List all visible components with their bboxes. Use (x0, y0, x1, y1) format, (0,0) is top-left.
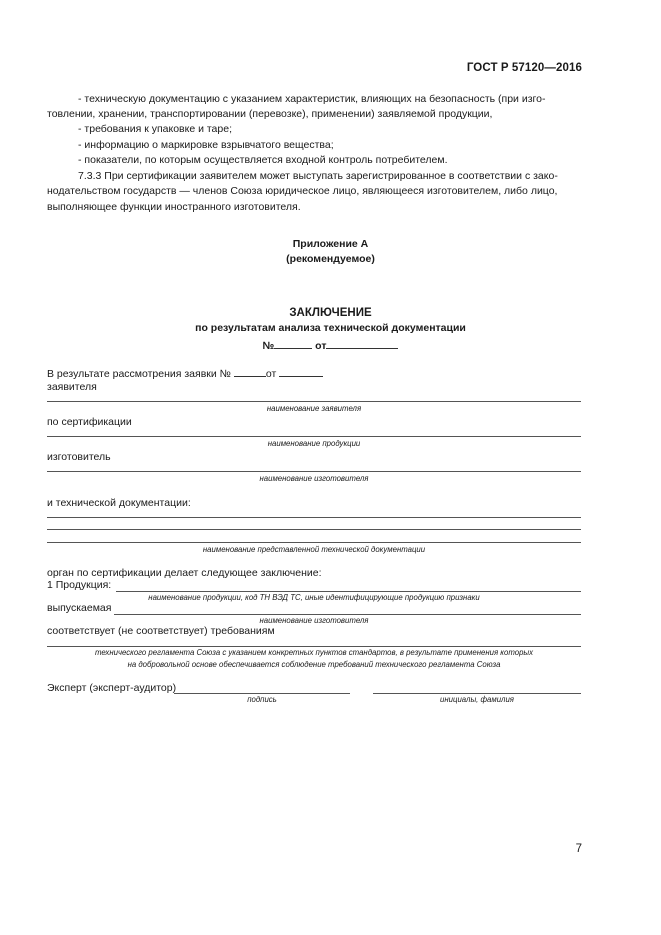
docs-caption: наименование представленной технической документации (202, 545, 426, 554)
regulation-line (47, 646, 581, 647)
intro-line-3: - требования к упаковке и таре; (78, 123, 232, 135)
initials-line (373, 693, 581, 694)
expert-label: Эксперт (эксперт-аудитор) (47, 682, 177, 694)
applicant-label: заявителя (47, 381, 97, 393)
date-blank (326, 348, 398, 349)
appendix-subtitle: (рекомендуемое) (286, 253, 375, 265)
intro-line-8: выполняющее функции иностранного изготовителя. (47, 201, 301, 213)
docs-line-3 (47, 542, 581, 543)
docs-line-2 (47, 529, 581, 530)
request-prefix: В результате рассмотрения заявки № (47, 368, 231, 380)
page-number: 7 (575, 843, 582, 855)
applicant-line (47, 401, 581, 402)
conclusion-subtitle: по результатам анализа технической документации (195, 322, 466, 334)
issued-label: выпускаемая (47, 602, 112, 614)
intro-line-4: - информацию о маркировке взрывчатого вещества; (78, 139, 334, 151)
issued-caption: наименование изготовителя (259, 616, 369, 625)
intro-line-5: - показатели, по которым осуществляется входной контроль потребителем. (78, 154, 448, 166)
products-caption: наименование продукции, код ТН ВЭД ТС, иные идентифицирующие продукцию признаки (148, 593, 480, 602)
request-from: от (265, 368, 277, 380)
request-date-blank (279, 376, 323, 377)
conclusion-number-line (0, 340, 661, 352)
intro-line-2: товлении, хранении, транспортировании (перевозке), применении) заявляемой продукции, (47, 108, 493, 120)
intro-line-1: - техническую документацию с указанием характеристик, влияющих на безопасность (при изго- (78, 93, 546, 105)
applicant-caption: наименование заявителя (266, 404, 362, 413)
products-line (116, 591, 581, 592)
organ-label: орган по сертификации делает следующее заключение: (47, 567, 322, 579)
manufacturer-caption: наименование изготовителя (259, 474, 369, 483)
number-blank (274, 348, 312, 349)
from-label: от (315, 340, 327, 352)
intro-line-6: 7.3.3 При сертификации заявителем может выступать зарегистрированное в соответствии с зако- (78, 170, 558, 182)
request-line (47, 368, 323, 380)
regulation-caption-2: на добровольной основе обеспечивается соблюдение требований технического регламента Союза (127, 660, 501, 669)
standard-header: ГОСТ Р 57120—2016 (466, 62, 582, 74)
signature-caption: подпись (247, 695, 277, 704)
manufacturer-label: изготовитель (47, 451, 111, 463)
appendix-title: Приложение А (292, 238, 369, 250)
product-caption: наименование продукции (267, 439, 361, 448)
manufacturer-line (47, 471, 581, 472)
issued-line (114, 614, 581, 615)
docs-line-1 (47, 517, 581, 518)
products-label: 1 Продукция: (47, 579, 112, 591)
complies-label: соответствует (не соответствует) требованиям (47, 625, 275, 637)
intro-line-7: нодательством государств — членов Союза юридическое лицо, являющееся изготовителем, либо лицо, (47, 185, 558, 197)
number-label: № (262, 340, 275, 352)
initials-caption: инициалы, фамилия (440, 695, 514, 704)
regulation-caption-1: технического регламента Союза с указанием конкретных пунктов стандартов, в результате применения которых (94, 648, 534, 657)
product-line (47, 436, 581, 437)
docs-label: и технической документации: (47, 497, 191, 509)
conclusion-title: ЗАКЛЮЧЕНИЕ (289, 307, 372, 319)
cert-label: по сертификации (47, 416, 132, 428)
request-number-blank (234, 376, 266, 377)
signature-line (174, 693, 350, 694)
